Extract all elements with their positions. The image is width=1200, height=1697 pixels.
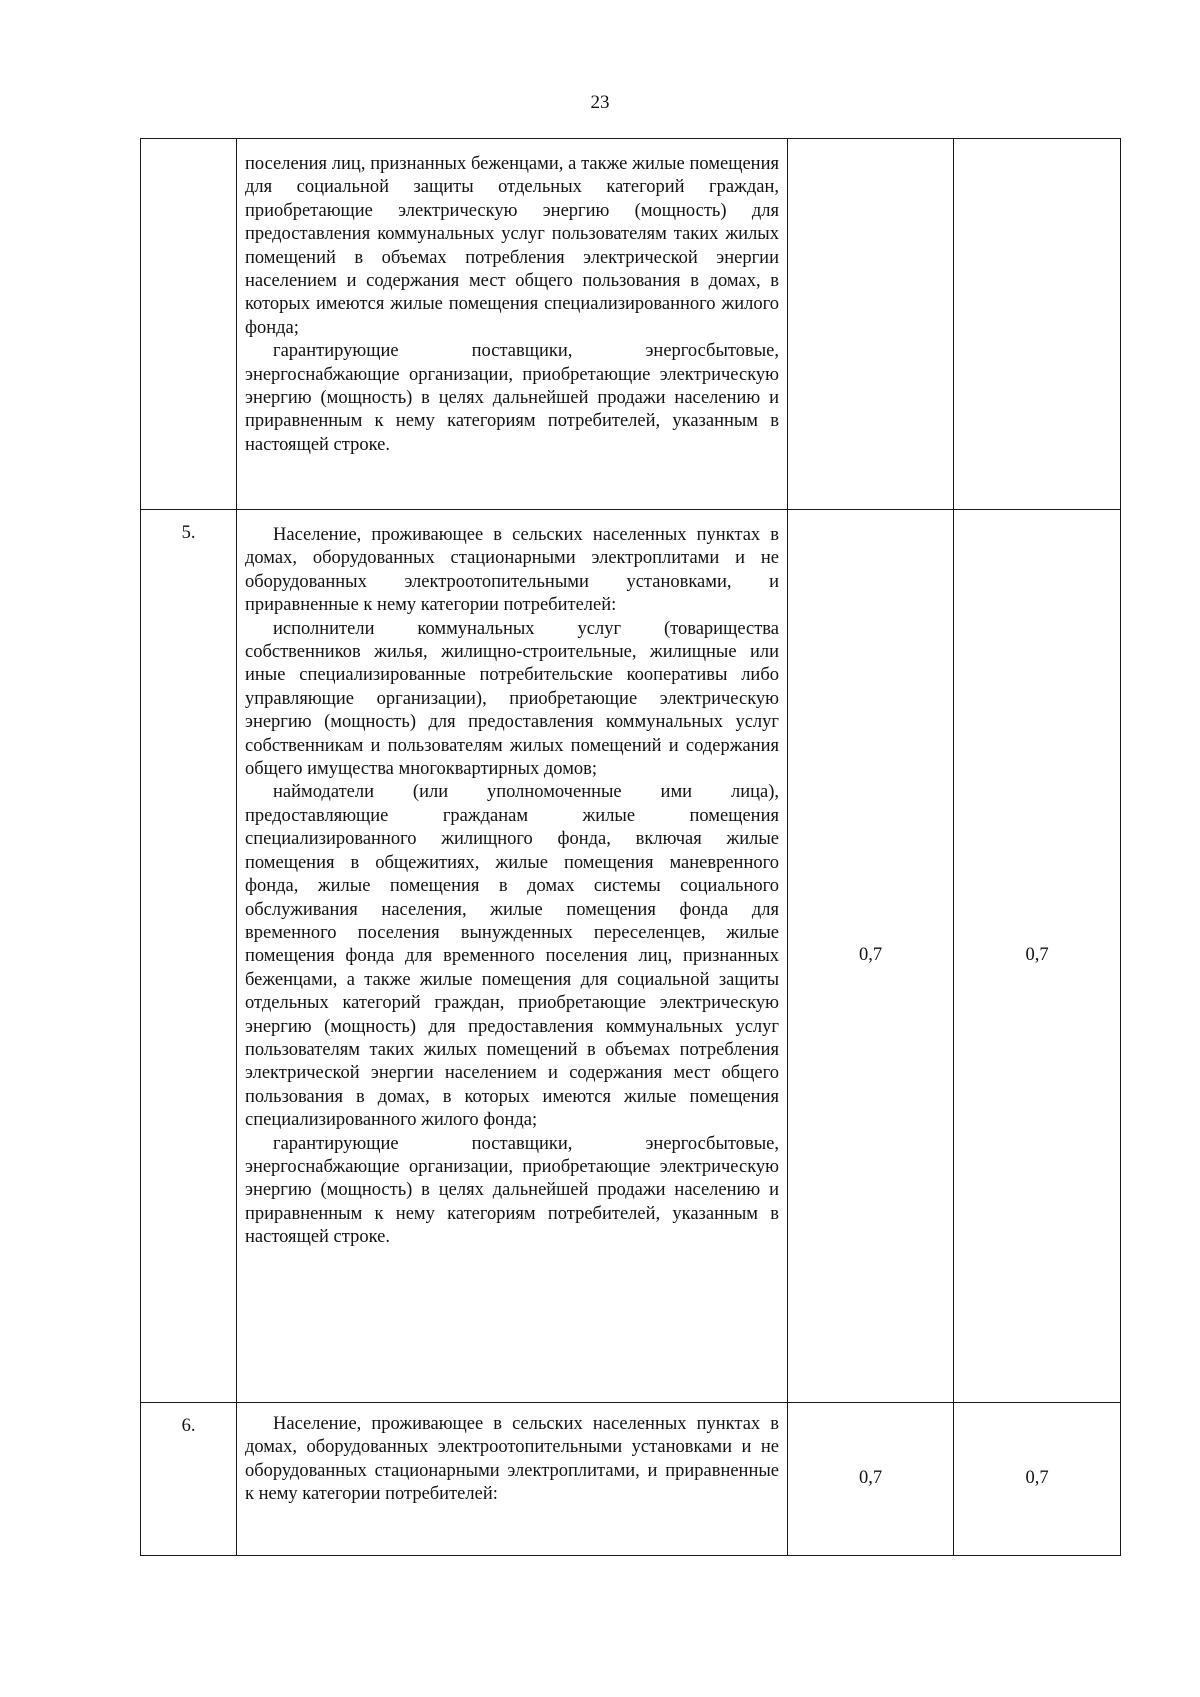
row-description-cell	[237, 510, 788, 1403]
description-paragraph: гарантирующие поставщики, энергосбытовые, энергоснабжающие организации, приобретающие электрическую энергию (мощность) в целях дальнейшей продажи населению и приравненным к нему категориям потребителей, указанным в настоящей строке.	[245, 1133, 779, 1248]
description-paragraph: наймодатели (или уполномоченные ими лица), предоставляющие гражданам жилые помещения специализированного жилищного фонда, включая жилые помещения в общежитиях, жилые помещения маневренного фонда, жилые помещения в домах системы социального обслуживания населения, жилые помещения фонда для временного поселения вынужденных переселенцев, жилые помещения фонда для временного поселения лиц, признанных беженцами, а также жилые помещения для социальной защиты отдельных категорий граждан, приобретающие электрическую энергию (мощность) для предоставления коммунальных услуг пользователям таких жилых помещений в объемах потребления электрической энергии населением и содержания мест общего пользования в домах, в которых имеются жилые помещения специализированного жилого фонда;	[245, 782, 779, 1131]
description-paragraph: поселения лиц, признанных беженцами, а также жилые помещения для социальной защиты отдельных категорий граждан, приобретающие электрическую энергию (мощность) для предоставления коммунальных услуг пользователям таких жилых помещений в объемах потребления электрической энергии населением и содержания мест общего пользования в домах, в которых имеются жилые помещения специализированного жилого фонда;	[245, 154, 779, 338]
value1-cell: 0,7	[788, 1403, 954, 1556]
row-number-cell	[141, 139, 237, 510]
row-description-cell	[237, 139, 788, 510]
description-paragraph: Население, проживающее в сельских населенных пунктах в домах, оборудованных стационарными электроплитами и не оборудованных электроотопительными установками, и приравненные к нему категории потребителей:	[245, 525, 779, 616]
value2-cell: 0,7	[954, 1403, 1121, 1556]
tariff-table	[140, 138, 1121, 1556]
table-row	[141, 139, 1121, 510]
value2-cell	[954, 139, 1121, 510]
value2-cell: 0,7	[954, 510, 1121, 1403]
row-number-cell: 6.	[141, 1403, 237, 1556]
page-number: 23	[590, 92, 610, 113]
row-description-cell	[237, 1403, 788, 1556]
description-paragraph: исполнители коммунальных услуг (товарищества собственников жилья, жилищно-строительные, жилищные или иные специализированные потребительские кооперативы либо управляющие организации), приобретающие электрическую энергию (мощность) для предоставления коммунальных услуг собственникам и пользователям жилых помещений и содержания общего имущества многоквартирных домов;	[245, 618, 779, 780]
description-paragraph: Население, проживающее в сельских населенных пунктах в домах, оборудованных электроотопительными установками и не оборудованных стационарными электроплитами, и приравненные к нему категории потребителей:	[245, 1414, 779, 1505]
table-row	[141, 510, 1121, 1403]
table-row	[141, 1403, 1121, 1556]
value1-cell: 0,7	[788, 510, 954, 1403]
value1-cell	[788, 139, 954, 510]
row-number-cell: 5.	[141, 510, 237, 1403]
description-paragraph: гарантирующие поставщики, энергосбытовые, энергоснабжающие организации, приобретающие электрическую энергию (мощность) в целях дальнейшей продажи населению и приравненным к нему категориям потребителей, указанным в настоящей строке.	[245, 341, 779, 455]
